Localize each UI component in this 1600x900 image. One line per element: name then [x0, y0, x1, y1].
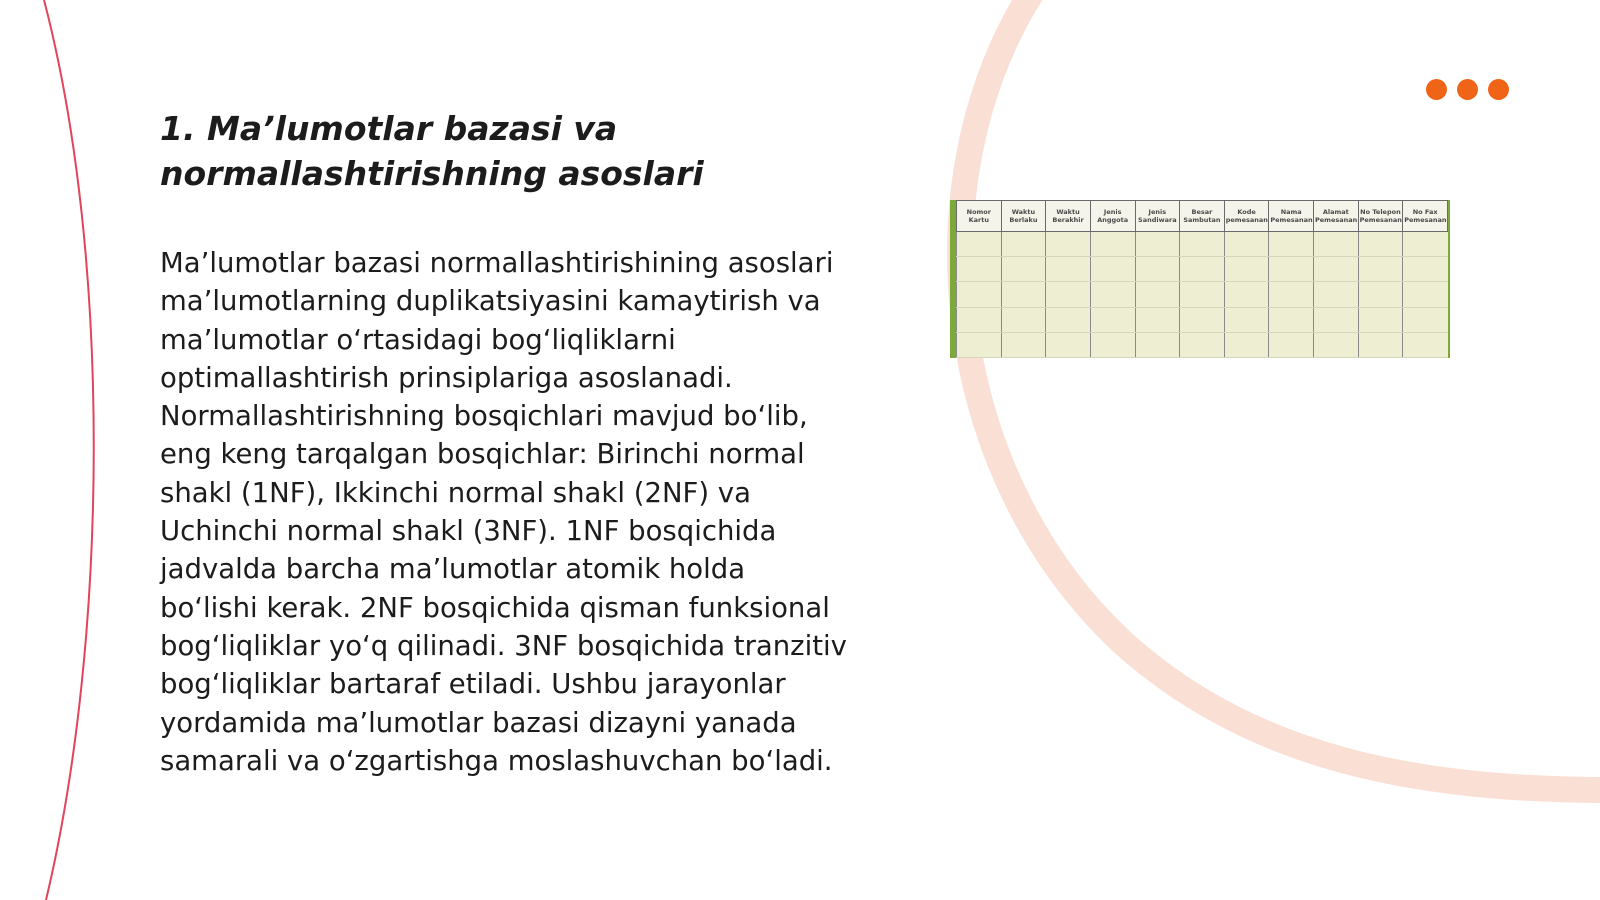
image-table-cell	[1403, 232, 1448, 257]
image-table-row	[957, 232, 1448, 257]
image-table-cell	[1135, 282, 1180, 307]
image-table-cell	[1224, 307, 1269, 332]
image-table-header: Jenis Anggota	[1090, 201, 1135, 232]
image-table-cell	[957, 307, 1002, 332]
image-table-header: Nama Pemesanan	[1269, 201, 1314, 232]
table-image	[950, 200, 1450, 358]
image-table-cell	[957, 282, 1002, 307]
slide-title: 1. Ma’lumotlar bazasi va normallashtirishning asoslari	[160, 109, 704, 193]
image-table-cell	[1001, 257, 1046, 282]
image-table-cell	[1135, 257, 1180, 282]
image-table-cell	[1046, 282, 1091, 307]
image-table-header: No Fax Pemesanan	[1403, 201, 1448, 232]
image-table-cell	[1180, 257, 1225, 282]
image-table-cell	[1358, 282, 1403, 307]
image-table-cell	[1046, 257, 1091, 282]
image-table-header: Waktu Berlaku	[1001, 201, 1046, 232]
image-table-cell	[1314, 332, 1359, 357]
image-table-cell	[1358, 257, 1403, 282]
image-table-cell	[1403, 307, 1448, 332]
image-table-cell	[1090, 307, 1135, 332]
image-table-cell	[957, 257, 1002, 282]
background-arc	[960, 0, 1600, 790]
image-table-cell	[1135, 307, 1180, 332]
image-table-cell	[1090, 282, 1135, 307]
image-table-cell	[1001, 332, 1046, 357]
image-table-header: No Telepon Pemesanan	[1358, 201, 1403, 232]
image-table-cell	[1180, 232, 1225, 257]
image-table-header: Jenis Sandiwara	[1135, 201, 1180, 232]
image-table-cell	[1358, 332, 1403, 357]
image-table-cell	[1090, 257, 1135, 282]
image-table-cell	[1001, 232, 1046, 257]
image-table-cell	[1269, 307, 1314, 332]
image-table-cell	[1180, 307, 1225, 332]
image-table-row	[957, 257, 1448, 282]
image-table-header: Waktu Berakhir	[1046, 201, 1091, 232]
slide-body-text: Ma’lumotlar bazasi normallashtirishining asoslari ma’lumotlarning duplikatsiyasini kamaytirish va ma’lumotlar o‘rtasidagi bog‘liqliklarni optimallashtirish prinsiplariga asoslanadi. Normallashtirishning bosqichlari mavjud bo‘lib, eng keng tarqalgan bosqichlar: Birinchi normal shakl (1NF), Ikkinchi normal shakl (2NF) va Uchinchi normal shakl (3NF). 1NF bosqichida jadvalda barcha ma’lumotlar atomik holda bo‘lishi kerak. 2NF bosqichida qisman funksional bog‘liqliklar yo‘q qilinadi. 3NF bosqichida tranzitiv bog‘liqliklar bartaraf etiladi. Ushbu jarayonlar yordamida ma’lumotlar bazasi dizayni yanada samarali va o‘zgartishga moslashuvchan bo‘ladi.	[160, 247, 847, 777]
image-table-cell	[1269, 332, 1314, 357]
image-table-cell	[1403, 332, 1448, 357]
image-table-cell	[1358, 232, 1403, 257]
image-table-cell	[1001, 307, 1046, 332]
image-table-cell	[1135, 232, 1180, 257]
image-table-cell	[1180, 332, 1225, 357]
left-curve-line	[44, 0, 94, 900]
image-table-cell	[1224, 232, 1269, 257]
image-table-cell	[957, 232, 1002, 257]
image-table-cell	[1090, 232, 1135, 257]
image-table-row	[957, 307, 1448, 332]
image-table-cell	[1135, 332, 1180, 357]
image-table	[956, 200, 1448, 358]
image-table-cell	[1269, 257, 1314, 282]
dot-3	[1488, 79, 1509, 100]
image-table-header: Kode pemesanan	[1224, 201, 1269, 232]
image-table-cell	[1403, 282, 1448, 307]
image-table-cell	[1314, 282, 1359, 307]
image-table-cell	[1314, 257, 1359, 282]
dot-1	[1426, 79, 1447, 100]
image-table-cell	[1224, 282, 1269, 307]
image-table-cell	[1314, 307, 1359, 332]
image-table-cell	[1269, 232, 1314, 257]
three-dots-icon	[1426, 79, 1509, 100]
image-table-cell	[1224, 257, 1269, 282]
image-table-cell	[1224, 332, 1269, 357]
image-table-cell	[1046, 332, 1091, 357]
image-table-header-row	[957, 201, 1448, 232]
image-table-header: Alamat Pemesanan	[1314, 201, 1359, 232]
image-table-cell	[1358, 307, 1403, 332]
image-table-cell	[1090, 332, 1135, 357]
image-table-cell	[957, 332, 1002, 357]
image-table-cell	[1269, 282, 1314, 307]
dot-2	[1457, 79, 1478, 100]
image-table-cell	[1001, 282, 1046, 307]
image-table-row	[957, 282, 1448, 307]
image-table-header: Nomor Kartu	[957, 201, 1002, 232]
image-table-cell	[1180, 282, 1225, 307]
image-table-row	[957, 332, 1448, 357]
image-table-header: Besar Sambutan	[1180, 201, 1225, 232]
image-table-cell	[1403, 257, 1448, 282]
image-table-cell	[1046, 232, 1091, 257]
image-table-cell	[1314, 232, 1359, 257]
image-table-body	[957, 232, 1448, 358]
image-table-cell	[1046, 307, 1091, 332]
